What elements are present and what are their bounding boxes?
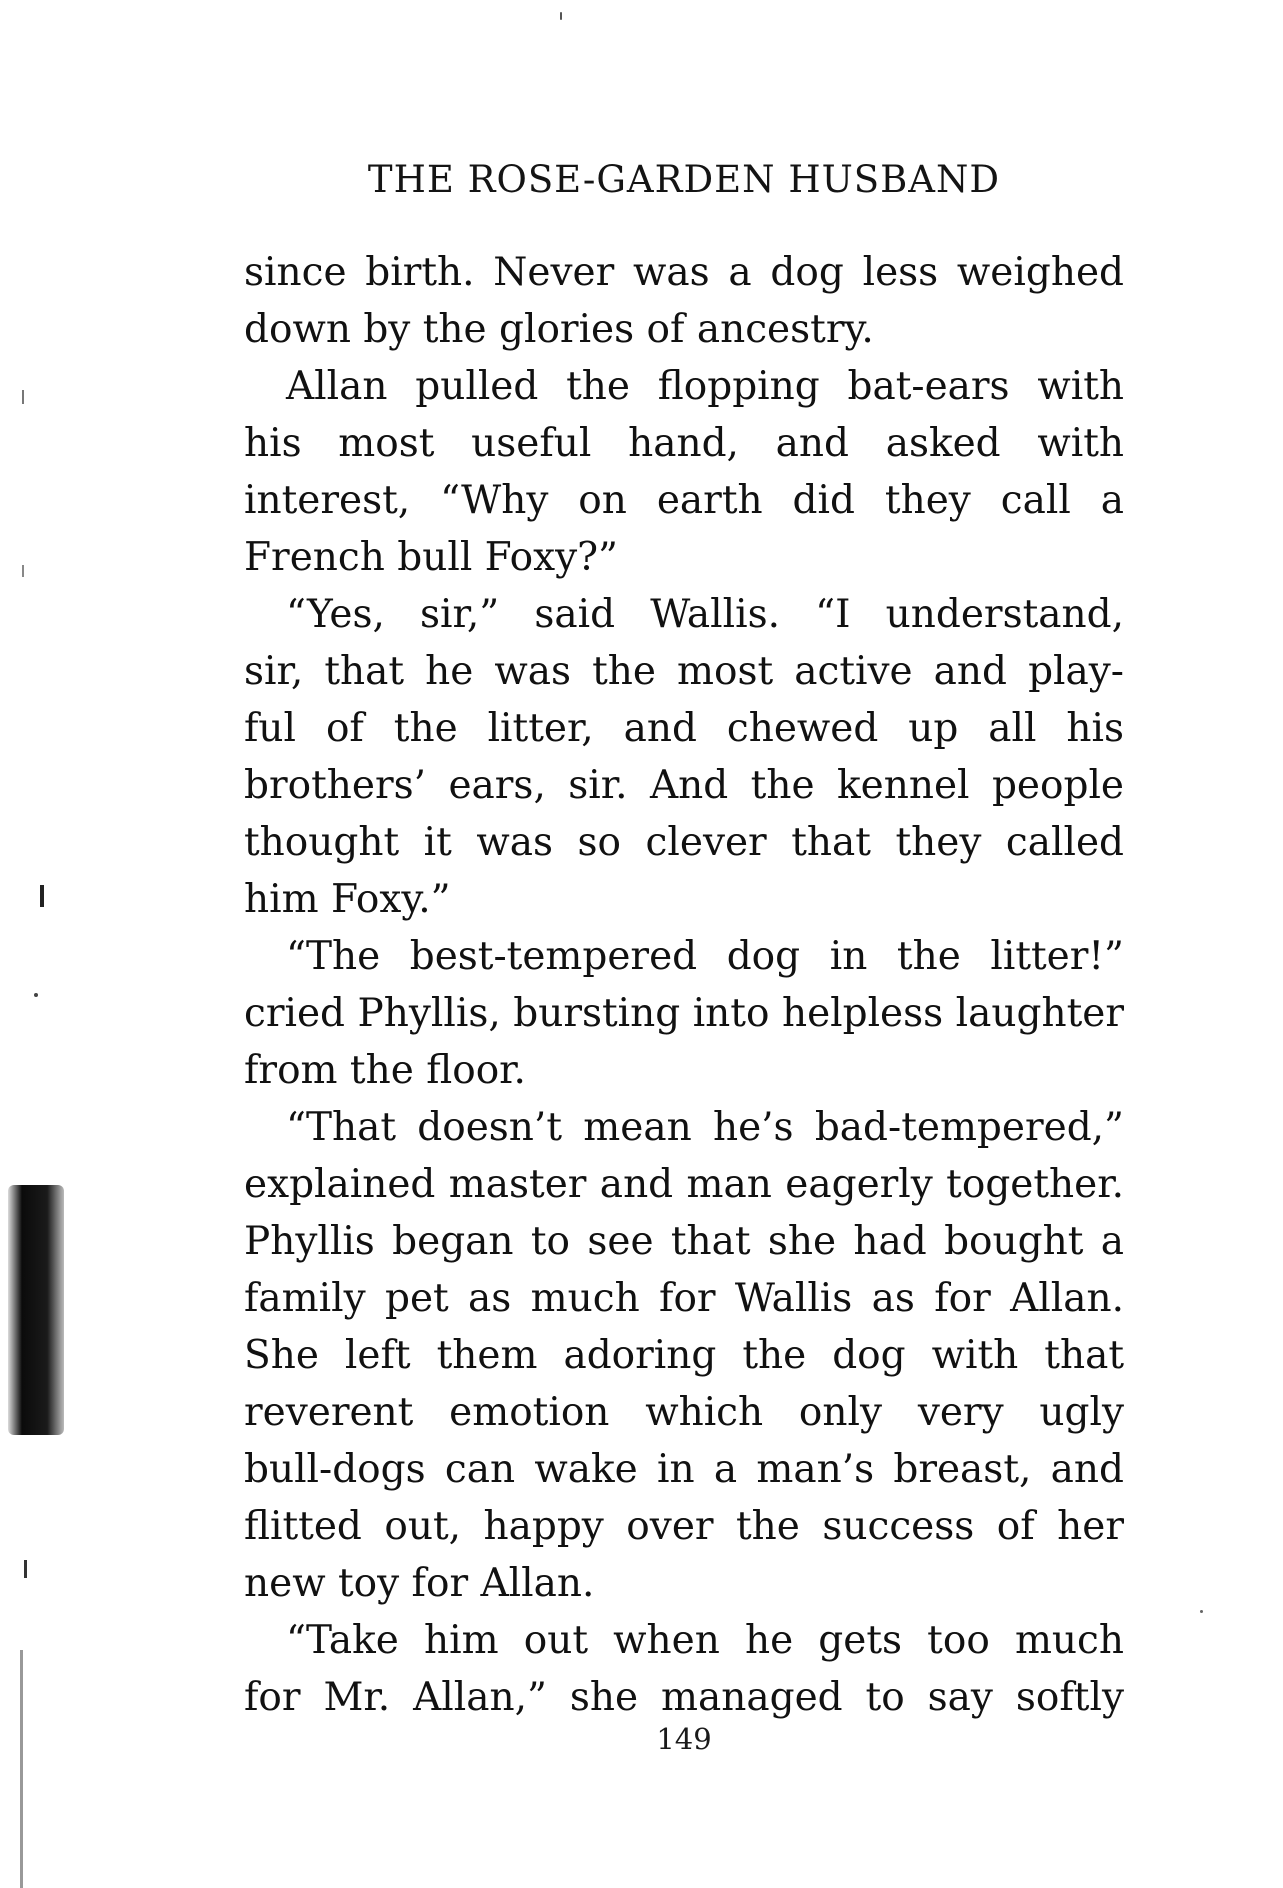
text-line: Phyllis began to see that she had bought a [244, 1219, 1124, 1264]
margin-speck [34, 993, 38, 997]
text-line: sir, that he was the most active and play- [244, 649, 1124, 694]
margin-speck [560, 12, 562, 20]
text-line: from the floor. [244, 1048, 526, 1093]
text-line: reverent emotion which only very ugly [244, 1390, 1124, 1435]
text-line: ful of the litter, and chewed up all his [244, 706, 1124, 751]
text-line: “That doesn’t mean he’s bad-tempered,” [286, 1105, 1124, 1150]
text-line: thought it was so clever that they called [244, 820, 1124, 865]
margin-mark [40, 885, 44, 907]
text-line: cried Phyllis, bursting into helpless laughter [244, 991, 1124, 1036]
body-text [244, 244, 1124, 1726]
margin-mark [22, 565, 24, 577]
text-line: for Mr. Allan,” she managed to say softly [244, 1675, 1124, 1720]
text-line: explained master and man eagerly together. [244, 1162, 1124, 1207]
text-line: him Foxy.” [244, 877, 451, 922]
text-line: new toy for Allan. [244, 1561, 595, 1606]
text-line: family pet as much for Wallis as for Allan. [244, 1276, 1124, 1321]
margin-speck [1200, 1610, 1203, 1613]
text-line: brothers’ ears, sir. And the kennel people [244, 763, 1124, 808]
text-line: Allan pulled the flopping bat-ears with [286, 364, 1124, 409]
text-line: down by the glories of ancestry. [244, 307, 874, 352]
running-head: THE ROSE-GARDEN HUSBAND [367, 158, 1001, 201]
page-number: 149 [656, 1722, 712, 1756]
margin-mark [22, 390, 24, 404]
text-line: flitted out, happy over the success of her [244, 1504, 1124, 1549]
text-line: bull-dogs can wake in a man’s breast, and [244, 1447, 1124, 1492]
text-line: since birth. Never was a dog less weighed [244, 250, 1124, 295]
margin-mark [20, 1650, 23, 1888]
text-line: “Yes, sir,” said Wallis. “I understand, [286, 592, 1124, 637]
text-line: French bull Foxy?” [244, 535, 618, 580]
text-line: interest, “Why on earth did they call a [244, 478, 1124, 523]
text-line: She left them adoring the dog with that [244, 1333, 1124, 1378]
text-line: “Take him out when he gets too much [286, 1618, 1124, 1663]
margin-mark [24, 1560, 27, 1578]
text-line: his most useful hand, and asked with [244, 421, 1124, 466]
binding-shadow [8, 1185, 64, 1435]
text-line: “The best-tempered dog in the litter!” [286, 934, 1124, 979]
